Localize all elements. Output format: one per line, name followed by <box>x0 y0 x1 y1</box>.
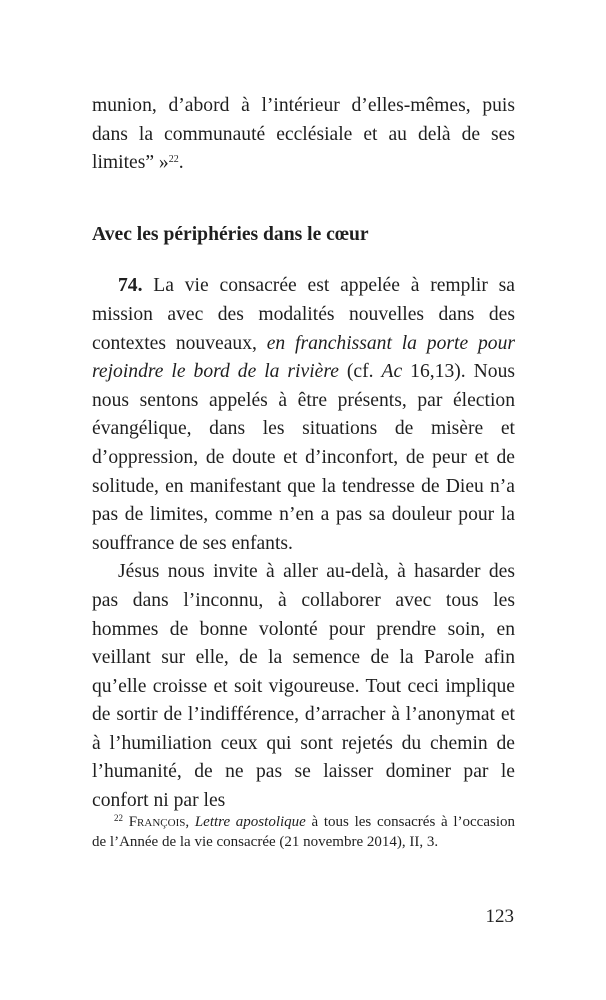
paragraph-next: Jésus nous invite à aller au-delà, à hasarder des pas dans l’inconnu, à collaborer avec tous les hommes de bonne volonté pour prendre soin, en veillant sur elle, de la semence de la Parole afin qu’elle croisse et soit vigoureuse. Tout ceci implique de sortir de l’indifférence, d’arracher à l’anonymat et à l’humiliation ceux qui sont rejetés du chemin de l’humanité, de ne pas se laisser dominer par le confort ni par les <box>92 561 515 812</box>
footnote-number: 22 <box>114 813 123 823</box>
body-text <box>92 92 515 816</box>
paragraph-number: 74. <box>118 275 143 297</box>
continued-paragraph: munion, d’abord à l’intérieur d’elles-mêmes, puis dans la communauté ecclésiale et au delà de ses limites” »$^{22}$. <box>92 95 515 174</box>
italic-quote: en franchissant la porte pour rejoindre le bord de la rivière <box>92 332 515 383</box>
footnote-title: Lettre apostolique <box>194 814 306 830</box>
footnote-reference[interactable]: 22 <box>168 154 179 166</box>
footnote: $^{22}$ François, Lettre apostolique à tous les consacrés à l’occasion de l’Année de la vie consacrée (21 novembre 2014), II, 3. <box>92 813 515 850</box>
section-heading: Avec les périphéries dans le cœur <box>92 223 369 245</box>
footnote-author: François <box>128 814 186 830</box>
scripture-reference: Ac <box>381 361 403 383</box>
paragraph-74: 74. La vie consacrée est appelée à remplir sa mission avec des modalités nouvelles dans des contextes nouveaux, en franchissant la porte pour rejoindre le bord de la rivière (cf. Ac 16,13). Nous nous sentons appelés à être présents, par élection évangélique, dans les situations de misère et d’oppression, de doute et d’inconfort, de peur et de solitude, en manifestant que la tendresse de Dieu n’a pas de limites, comme n’en a pas sa douleur pour la souffrance de ses enfants. <box>92 275 515 554</box>
page-number: 123 <box>485 906 514 927</box>
